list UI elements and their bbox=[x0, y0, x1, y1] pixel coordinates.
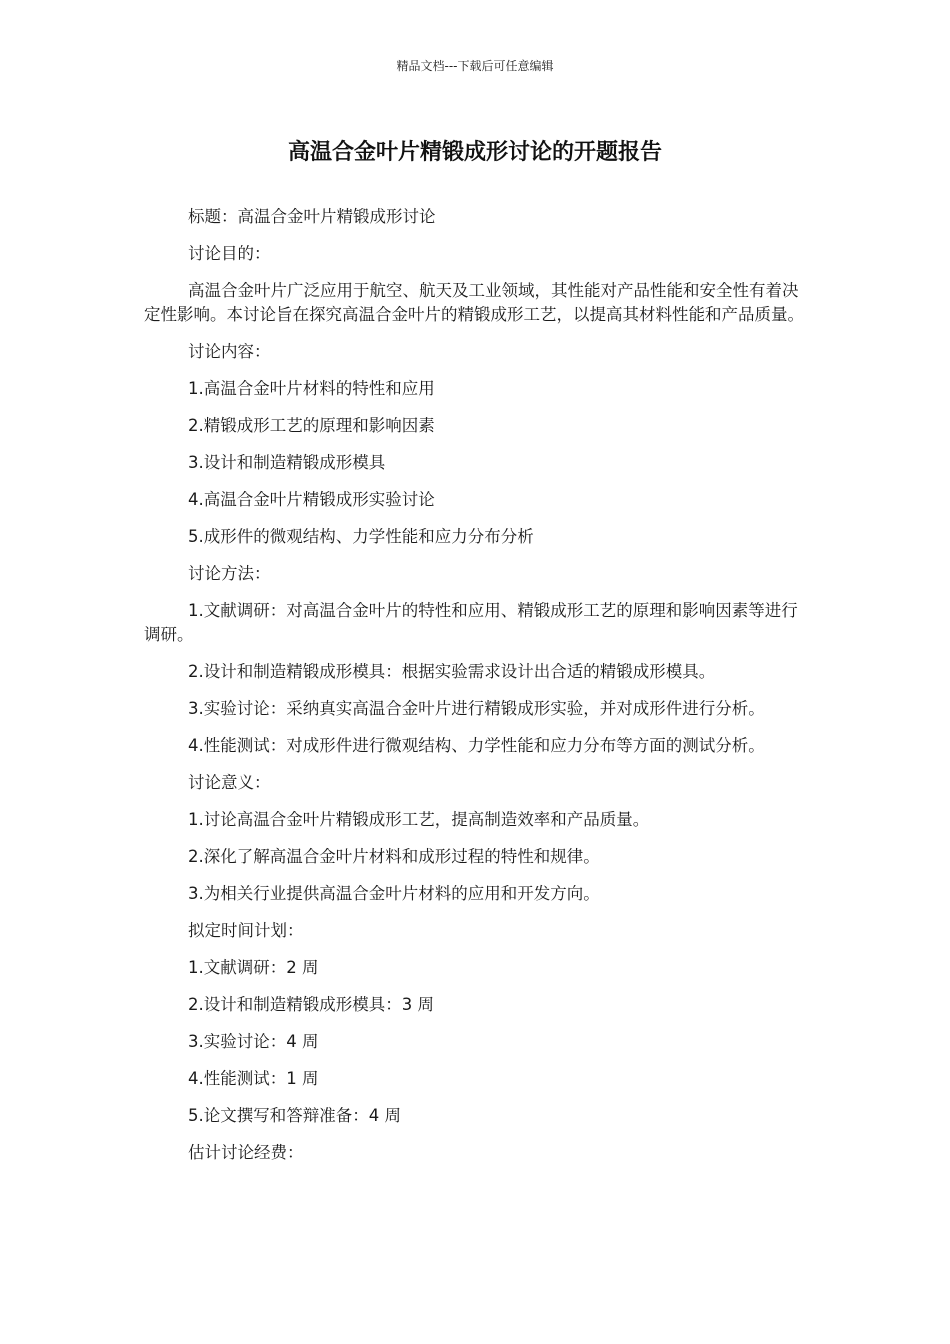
list-item-content-5: 5.成形件的微观结构、力学性能和应力分布分析 bbox=[188, 527, 534, 546]
list-item-schedule-5: 5.论文撰写和答辩准备：4 周 bbox=[188, 1106, 401, 1125]
list-item-schedule-4: 4.性能测试：1 周 bbox=[188, 1069, 319, 1088]
document-title: 高温合金叶片精锻成形讨论的开题报告 bbox=[287, 140, 662, 165]
list-item-content-4: 4.高温合金叶片精锻成形实验讨论 bbox=[188, 490, 435, 509]
list-item-content-2: 2.精锻成形工艺的原理和影响因素 bbox=[188, 416, 435, 435]
heading-purpose: 讨论目的： bbox=[188, 244, 271, 263]
list-item-significance-1: 1.讨论高温合金叶片精锻成形工艺，提高制造效率和产品质量。 bbox=[188, 810, 650, 829]
list-item-content-3: 3.设计和制造精锻成形模具 bbox=[188, 453, 386, 472]
list-item-schedule-2: 2.设计和制造精锻成形模具：3 周 bbox=[188, 995, 434, 1014]
heading-method: 讨论方法： bbox=[188, 564, 271, 583]
list-item-significance-3: 3.为相关行业提供高温合金叶片材料的应用和开发方向。 bbox=[188, 884, 600, 903]
document-body bbox=[144, 205, 806, 1178]
heading-budget: 估计讨论经费： bbox=[188, 1143, 304, 1162]
paragraph-subject: 标题：高温合金叶片精锻成形讨论 bbox=[188, 207, 436, 226]
list-item-method-4: 4.性能测试：对成形件进行微观结构、力学性能和应力分布等方面的测试分析。 bbox=[188, 736, 765, 755]
list-item-significance-2: 2.深化了解高温合金叶片材料和成形过程的特性和规律。 bbox=[188, 847, 600, 866]
list-item-method-1: 1.文献调研：对高温合金叶片的特性和应用、精锻成形工艺的原理和影响因素等进行调研。 bbox=[144, 601, 798, 644]
list-item-schedule-1: 1.文献调研：2 周 bbox=[188, 958, 319, 977]
heading-schedule: 拟定时间计划： bbox=[188, 921, 304, 940]
paragraph-purpose: 高温合金叶片广泛应用于航空、航天及工业领域，其性能对产品性能和安全性有着决定性影响。本讨论旨在探究高温合金叶片的精锻成形工艺，以提高其材料性能和产品质量。 bbox=[144, 281, 804, 324]
heading-significance: 讨论意义： bbox=[188, 773, 271, 792]
header-note: 精品文档---下载后可任意编辑 bbox=[396, 59, 554, 73]
list-item-method-2: 2.设计和制造精锻成形模具：根据实验需求设计出合适的精锻成形模具。 bbox=[188, 662, 716, 681]
list-item-method-3: 3.实验讨论：采纳真实高温合金叶片进行精锻成形实验，并对成形件进行分析。 bbox=[188, 699, 765, 718]
heading-content: 讨论内容： bbox=[188, 342, 271, 361]
list-item-schedule-3: 3.实验讨论：4 周 bbox=[188, 1032, 319, 1051]
list-item-content-1: 1.高温合金叶片材料的特性和应用 bbox=[188, 379, 435, 398]
